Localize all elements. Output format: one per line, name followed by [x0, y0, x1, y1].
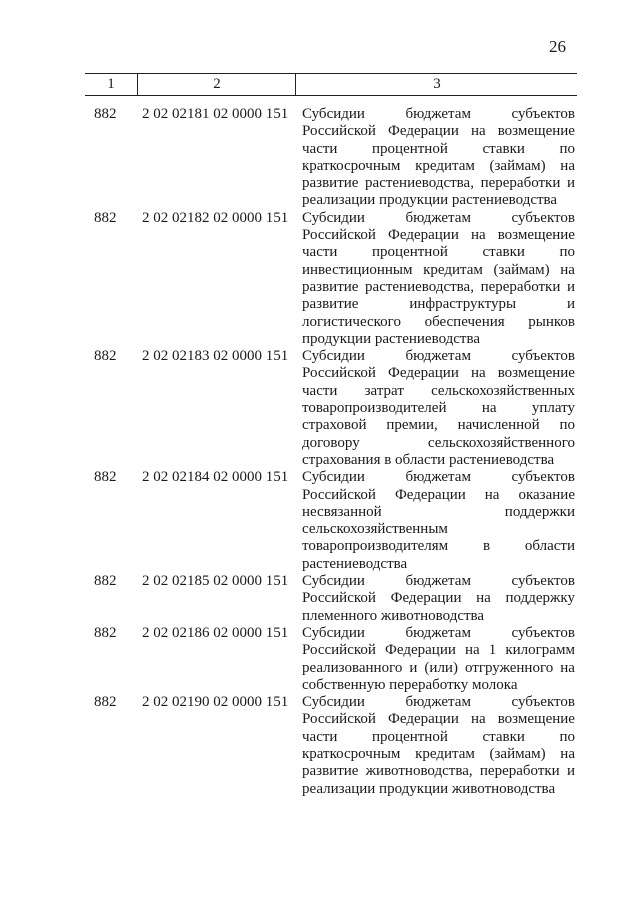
description-word: (или) [424, 659, 458, 676]
description-line: растениеводства [302, 555, 408, 572]
description-word: субъектов [511, 469, 575, 486]
description-line: реализации продукции растениеводства [302, 192, 558, 209]
description-word: на [560, 746, 575, 763]
description-word: субъектов [511, 625, 575, 641]
description-word: развитие [302, 296, 359, 313]
description-line [302, 227, 575, 244]
description-word: кредитам [423, 261, 483, 278]
description-word: товаропроизводителям [302, 538, 449, 555]
description-word: страховой [302, 417, 367, 434]
description-word: на [560, 659, 575, 676]
description-word: на [470, 365, 486, 382]
description-word: Субсидии [302, 209, 365, 226]
description-word: Федерации [388, 227, 459, 244]
description-word: части [302, 140, 338, 157]
budget-code-cell: 2 02 02184 02 0000 151 [142, 469, 289, 486]
description-word: растениеводства, [365, 175, 474, 192]
description-word: кредитам [415, 157, 475, 174]
page-number: 26 [549, 37, 566, 56]
description-word: Федерации [390, 590, 462, 607]
description-word: части [302, 728, 338, 745]
description-cell [302, 694, 575, 798]
description-line: собственную переработку молока [302, 676, 518, 693]
description-word: по [559, 728, 575, 745]
description-line [302, 383, 575, 400]
admin-code-cell: 882 [94, 469, 117, 486]
description-line [302, 296, 575, 313]
description-word: рынков [528, 313, 575, 330]
description-word: растениеводства, [365, 278, 474, 295]
description-word: области [524, 538, 575, 555]
description-cell [302, 106, 575, 210]
admin-code-cell: 882 [94, 106, 117, 122]
description-word: килограмм [505, 642, 575, 659]
admin-code-cell: 882 [94, 625, 117, 641]
description-word: процентной [372, 140, 448, 157]
description-line [302, 487, 575, 504]
description-cell [302, 348, 575, 469]
description-word: Федерации [385, 642, 456, 659]
description-word: и [566, 763, 575, 780]
description-line [302, 763, 575, 780]
description-line [302, 348, 575, 365]
budget-code-cell: 2 02 02183 02 0000 151 [142, 348, 289, 365]
description-word: поддержку [505, 590, 575, 607]
description-word: Субсидии [302, 573, 365, 590]
description-line [302, 158, 575, 175]
description-line [302, 417, 575, 434]
description-word: краткосрочным [302, 746, 401, 763]
description-line: реализации продукции животноводства [302, 780, 556, 797]
description-word: бюджетам [405, 573, 471, 590]
description-word: субъектов [511, 209, 575, 226]
description-word: переработки [480, 175, 561, 192]
description-word: процентной [372, 244, 448, 261]
description-word: и [566, 296, 575, 313]
admin-code-cell: 882 [94, 348, 117, 365]
description-word: возмещение [497, 365, 575, 382]
description-word: премии, [386, 417, 438, 434]
description-word: части [302, 244, 338, 261]
description-cell [302, 469, 575, 573]
description-word: (займам) [489, 157, 546, 174]
description-word: товаропроизводителей [302, 400, 447, 417]
description-word: бюджетам [405, 106, 471, 122]
description-line [302, 106, 575, 123]
description-word: бюджетам [405, 209, 471, 226]
description-line [302, 729, 575, 746]
description-line [302, 625, 575, 642]
description-word: переработки [479, 763, 560, 780]
description-word: субъектов [511, 106, 575, 122]
description-cell [302, 210, 575, 348]
header-col-2: 2 [137, 74, 296, 95]
description-word: несвязанной [302, 503, 382, 520]
description-word: Российской [302, 642, 376, 659]
description-word: реализованного [302, 659, 403, 676]
description-word: развитие [302, 175, 359, 192]
description-line [302, 365, 575, 382]
description-word: поддержки [504, 503, 575, 520]
description-word: Российской [302, 711, 376, 728]
description-word: на [470, 711, 486, 728]
description-word: кредитам [415, 746, 475, 763]
header-col-3: 3 [295, 74, 578, 95]
description-line [302, 279, 575, 296]
table-header [85, 73, 577, 96]
description-word: развитие [302, 278, 359, 295]
description-word: субъектов [511, 348, 575, 365]
description-word: возмещение [497, 123, 575, 140]
description-word: Субсидии [302, 106, 365, 122]
description-line [302, 694, 575, 711]
description-cell [302, 573, 575, 625]
description-word: на [476, 590, 491, 607]
description-word: на [481, 400, 497, 417]
description-word: обеспечения [424, 313, 505, 330]
budget-code-cell: 2 02 02190 02 0000 151 [142, 694, 289, 711]
description-word: и [409, 659, 418, 676]
description-word: Субсидии [302, 694, 365, 711]
description-word: по [559, 140, 575, 157]
description-line [302, 711, 575, 728]
description-line: продукции растениеводства [302, 330, 481, 347]
description-line [302, 141, 575, 158]
description-word: процентной [372, 728, 448, 745]
description-word: животноводства, [365, 763, 473, 780]
description-word: Федерации [388, 365, 459, 382]
description-line [302, 660, 575, 677]
description-word: субъектов [511, 694, 575, 711]
description-word: на [560, 157, 575, 174]
header-col-1: 1 [107, 76, 115, 92]
description-line [302, 262, 575, 279]
description-word: Российской [302, 590, 376, 607]
description-word: в [482, 538, 491, 555]
description-word: на [470, 227, 486, 244]
description-word: сельскохозяйственного [427, 434, 575, 451]
description-word: договору [302, 434, 360, 451]
budget-code-cell: 2 02 02185 02 0000 151 [142, 573, 289, 590]
description-word: Субсидии [302, 469, 365, 486]
description-word: субъектов [511, 573, 575, 590]
description-line [302, 504, 575, 521]
description-line [302, 469, 575, 486]
description-word: 1 [488, 642, 497, 659]
description-line [302, 435, 575, 452]
description-word: переработки [480, 278, 561, 295]
description-line [302, 123, 575, 140]
description-line [302, 244, 575, 261]
description-line [302, 314, 575, 331]
description-word: развитие [302, 763, 359, 780]
description-line [302, 590, 575, 607]
description-word: затрат [364, 382, 404, 399]
description-word: Российской [302, 365, 376, 382]
budget-code-cell: 2 02 02182 02 0000 151 [142, 209, 289, 226]
description-word: по [559, 417, 575, 434]
description-word: (займам) [489, 746, 546, 763]
description-line [302, 538, 575, 555]
description-word: на [560, 261, 575, 278]
description-word: ставки [482, 140, 525, 157]
description-word: по [559, 244, 575, 261]
description-line [302, 400, 575, 417]
description-word: бюджетам [405, 348, 471, 365]
description-line [302, 642, 575, 659]
description-word: инфраструктуры [409, 296, 517, 313]
description-word: Российской [302, 123, 376, 140]
description-word: бюджетам [405, 469, 471, 486]
admin-code-cell: 882 [94, 694, 117, 711]
description-word: ставки [482, 728, 525, 745]
description-line: сельскохозяйственным [302, 521, 448, 538]
description-word: Субсидии [302, 348, 365, 365]
description-word: краткосрочным [302, 157, 401, 174]
description-line: страхования в области растениеводства [302, 451, 555, 468]
description-word: части [302, 382, 338, 399]
description-word: отгруженного [464, 659, 554, 676]
description-word: на [484, 486, 500, 503]
description-word: Федерации [388, 123, 459, 140]
budget-code-cell: 2 02 02186 02 0000 151 [142, 625, 289, 641]
description-word: на [464, 642, 480, 659]
description-word: начисленной [457, 417, 540, 434]
description-word: возмещение [497, 227, 575, 244]
description-word: Федерации [388, 711, 459, 728]
description-word: бюджетам [405, 694, 471, 711]
description-word: на [470, 123, 486, 140]
description-word: Субсидии [302, 625, 365, 641]
description-word: (займам) [493, 261, 550, 278]
description-word: логистического [302, 313, 401, 330]
description-word: оказание [518, 486, 575, 503]
admin-code-cell: 882 [94, 573, 117, 590]
description-line [302, 746, 575, 763]
description-word: уплату [531, 400, 575, 417]
description-word: и [566, 175, 575, 192]
description-word: Федерации [394, 486, 466, 503]
description-word: инвестиционным [302, 261, 413, 278]
description-word: Российской [302, 227, 376, 244]
admin-code-cell: 882 [94, 209, 117, 226]
description-word: Российской [302, 486, 376, 503]
description-word: ставки [482, 244, 525, 261]
description-word: бюджетам [405, 625, 471, 641]
budget-code-cell: 2 02 02181 02 0000 151 [142, 106, 289, 122]
description-line [302, 573, 575, 590]
description-line: племенного животноводства [302, 607, 485, 624]
description-word: сельскохозяйственных [431, 382, 575, 399]
description-word: возмещение [497, 711, 575, 728]
description-line [302, 210, 575, 227]
description-line [302, 175, 575, 192]
description-cell [302, 625, 575, 694]
description-word: и [566, 278, 575, 295]
